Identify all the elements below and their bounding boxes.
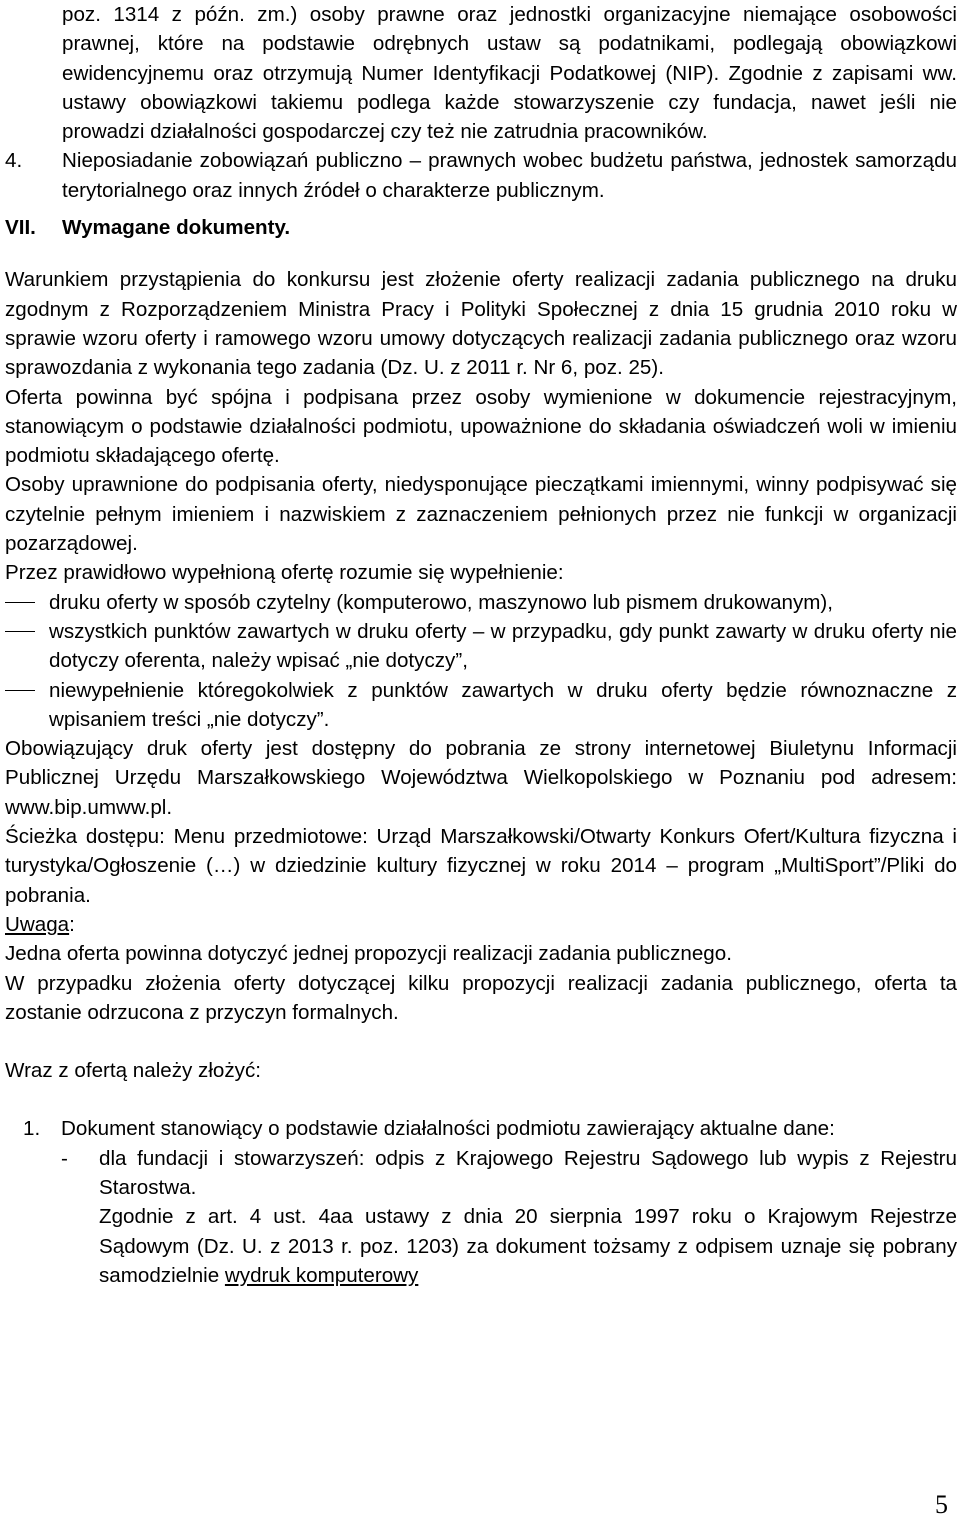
paragraph: Oferta powinna być spójna i podpisana przez osoby wymienione w dokumencie rejestracyjnym, stanowiącym o podstawie działalności podmiotu, upoważnione do składania oświadczeń woli w imieniu podmiotu składającego ofertę. xyxy=(5,385,957,468)
underlined-phrase: wydruk komputerowy xyxy=(224,1263,419,1287)
sub-text-2: Zgodnie z art. 4 ust. 4aa ustawy z dnia 20 sierpnia 1997 roku o Krajowym Rejestrze Sądowym (Dz. U. z 2013 r. poz. 1203) za dokument tożsamy z odpisem uznaje się pobrany samodzielnie xyxy=(99,1205,957,1287)
paragraph: Warunkiem przystąpienia do konkursu jest złożenie oferty realizacji zadania publicznego na druku zgodnym z Rozporządzeniem Ministra Pracy i Polityki Społecznej z dnia 15 grudnia 2010 roku w sprawie wzoru oferty i ramowego wzoru umowy dotyczących realizacji zadania publicznego oraz wzoru sprawozdania z wykonania tego zadania (Dz. U. z 2011 r. Nr 6, poz. 25). xyxy=(5,268,957,380)
list-item-4 xyxy=(5,146,957,205)
dash-bullet xyxy=(5,588,49,617)
paragraph: Ścieżka dostępu: Menu przedmiotowe: Urząd Marszałkowski/Otwarty Konkurs Ofert/Kultura fizyczna i turystyka/Ogłoszenie (…) w dziedzinie kultury fizycznej w roku 2014 – program „MultiSport”/Pliki do pobrania. xyxy=(5,825,957,907)
uwaga-label: Uwaga xyxy=(5,912,70,936)
dash-list-text: wszystkich punktów zawartych w druku oferty – w przypadku, gdy punkt zawarty w druku oferty nie dotyczy oferenta, należy wpisać „nie dotyczy”, xyxy=(49,619,957,673)
uwaga-line xyxy=(5,910,957,939)
list-item-1 xyxy=(5,1114,957,1143)
list-number: 4. xyxy=(5,149,23,173)
section-title: Wymagane dokumenty. xyxy=(62,216,291,240)
page-number: 5 xyxy=(935,1490,948,1519)
paragraph: Przez prawidłowo wypełnioną ofertę rozumie się wypełnienie: xyxy=(5,561,564,585)
paragraph: Osoby uprawnione do podpisania oferty, niedysponujące pieczątkami imiennymi, winny podpisywać się czytelnie pełnym imieniem i nazwiskiem z zaznaczeniem pełnionych przez nie funkcji w organizacji pozarządowej. xyxy=(5,473,957,556)
paragraph: Obowiązujący druk oferty jest dostępny do pobrania ze strony internetowej Biuletynu Informacji Publicznej Urzędu Marszałkowskiego Województwa Wielkopolskiego w Poznaniu pod adresem: www.bip.umww.pl. xyxy=(5,737,957,819)
dash-list-text: druku oferty w sposób czytelny (komputerowo, maszynowo lub pismem drukowanym), xyxy=(49,590,834,614)
section-number: VII. xyxy=(5,216,36,240)
list-item-text: Nieposiadanie zobowiązań publiczno – prawnych wobec budżetu państwa, jednostek samorządu terytorialnego oraz innych źródeł o charakterze publicznym. xyxy=(62,149,957,202)
paragraph: Wraz z ofertą należy złożyć: xyxy=(5,1059,261,1083)
paragraph: Jedna oferta powinna dotyczyć jednej propozycji realizacji zadania publicznego. xyxy=(5,942,732,966)
uwaga-colon: : xyxy=(69,912,75,936)
section-heading xyxy=(5,213,957,242)
sub-dash: - xyxy=(61,1146,68,1170)
list-item-text: Dokument stanowiący o podstawie działalności podmiotu zawierający aktualne dane: xyxy=(61,1117,835,1141)
sub-list-item xyxy=(5,1144,957,1290)
dash-bullet xyxy=(5,676,49,735)
dash-list-item xyxy=(5,617,957,676)
sub-text-1: dla fundacji i stowarzyszeń: odpis z Krajowego Rejestru Sądowego lub wypis z Rejestru Starostwa. xyxy=(99,1146,957,1199)
dash-list-text: niewypełnienie któregokolwiek z punktów zawartych w druku oferty będzie równoznaczne z wpisaniem treści „nie dotyczy”. xyxy=(49,678,957,731)
paragraph-continuation: poz. 1314 z późn. zm.) osoby prawne oraz jednostki organizacyjne niemające osobowości prawnej, które na podstawie odrębnych ustaw są podatnikami, podlegają obowiązkowi ewidencyjnemu oraz otrzymują Numer Identyfikacji Podatkowej (NIP). Zgodnie z zapisami ww. ustawy obowiązkowi takiemu podlega każde stowarzyszenie czy fundacja, nawet jeśli nie prowadzi działalności gospodarczej czy też nie zatrudnia pracowników. xyxy=(62,3,957,144)
dash-list-item xyxy=(5,588,957,617)
dash-bullet xyxy=(5,617,49,676)
paragraph: W przypadku złożenia oferty dotyczącej kilku propozycji realizacji zadania publicznego, oferta ta zostanie odrzucona z przyczyn formalnych. xyxy=(5,971,957,1024)
sub-list-text xyxy=(99,1144,957,1290)
dash-list-item xyxy=(5,676,957,735)
list-number: 1. xyxy=(23,1117,41,1141)
document-page xyxy=(5,0,957,1290)
